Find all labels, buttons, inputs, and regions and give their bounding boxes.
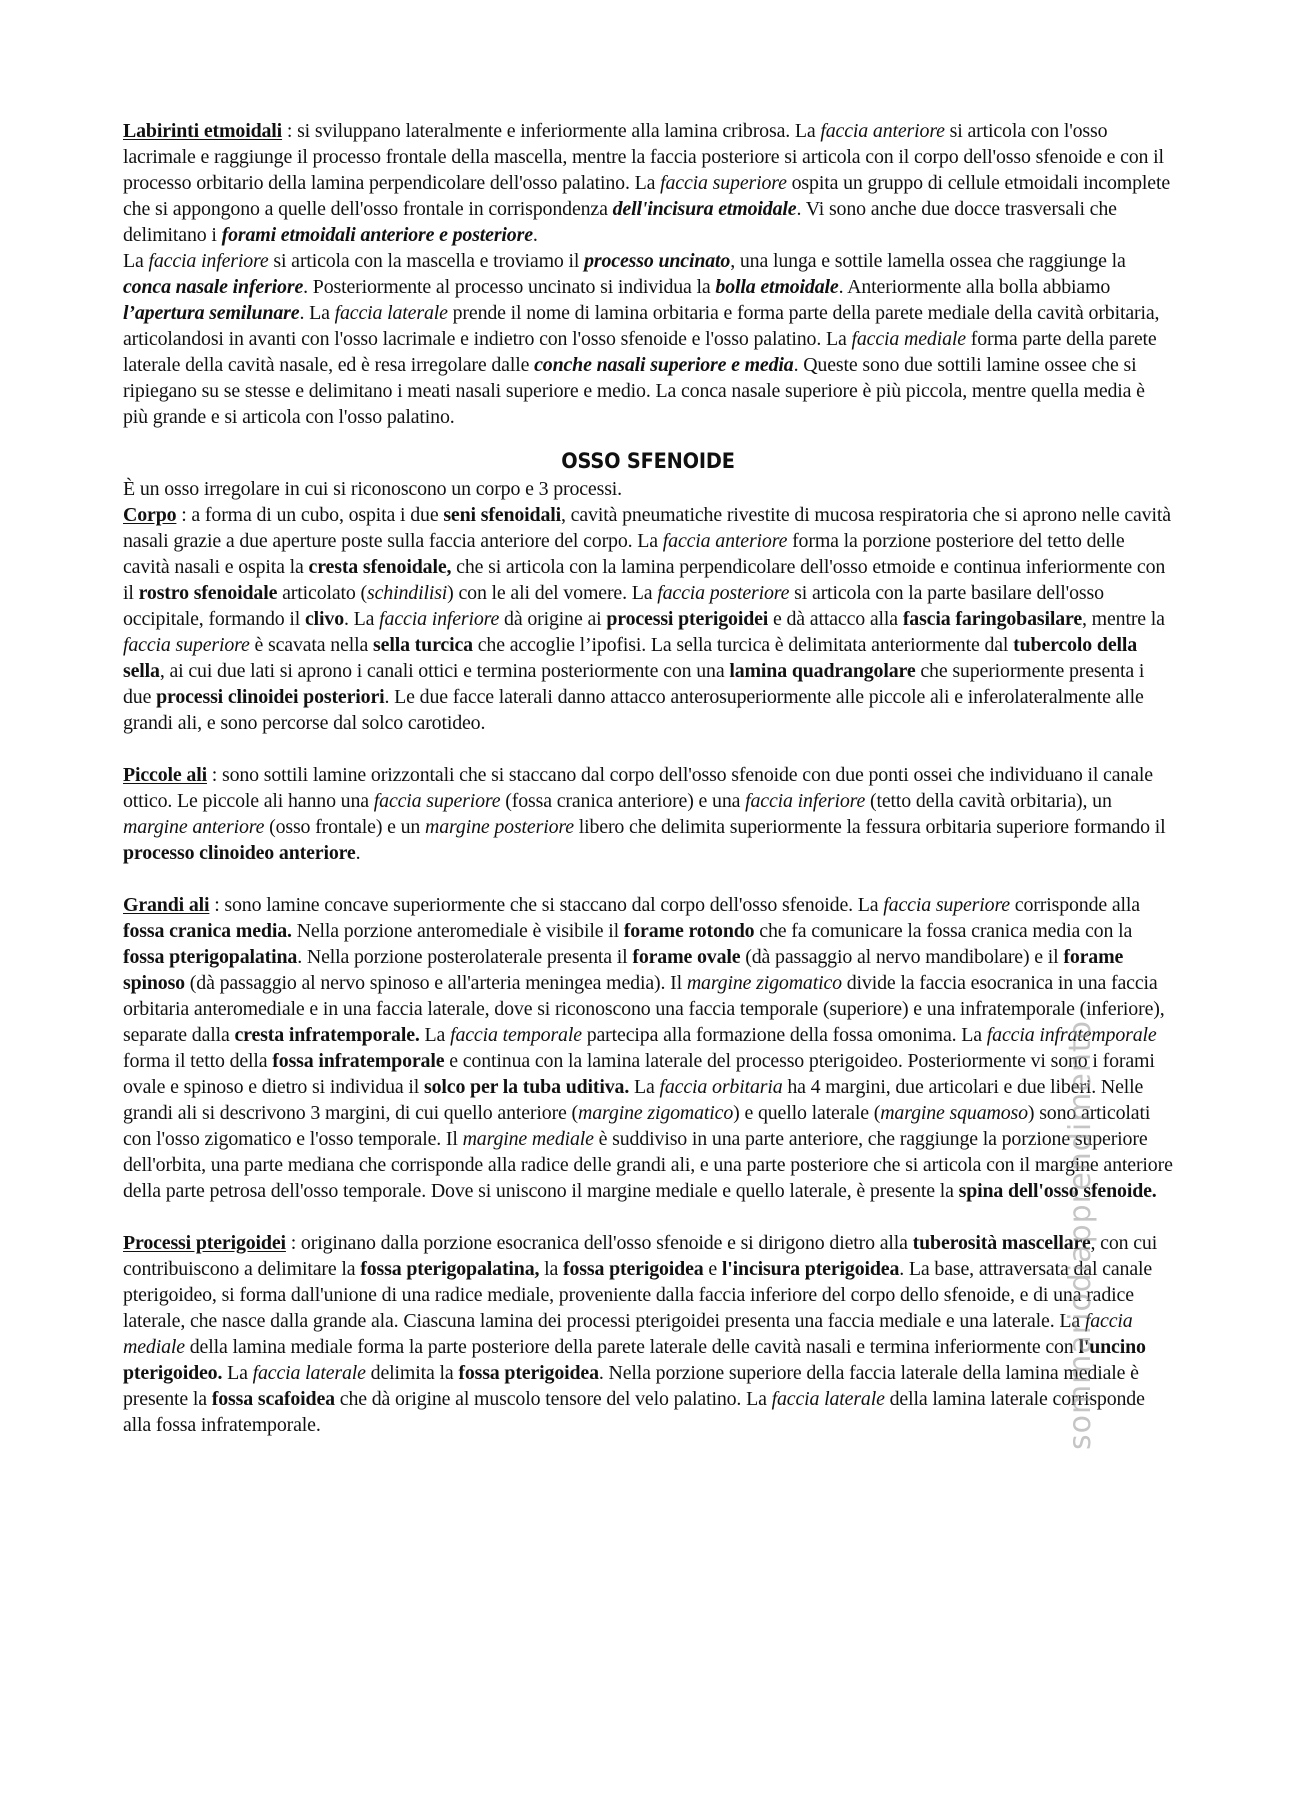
text-run: libero che delimita superiormente la fessura orbitaria superiore formando il — [573, 816, 1166, 838]
italic-term: margine zigomatico — [578, 1102, 734, 1124]
text-run: ) sono articolati con l'osso zigomatico e l'osso temporale. Il — [123, 1102, 1151, 1150]
bold-term: fossa infratemporale — [272, 1050, 445, 1072]
text-run: prende il nome di lamina orbitaria e forma parte della parete mediale della cavità orbitaria, articolandosi in avanti con l'osso lacrimale e indietro con l'osso sfenoide e l'osso palatino. La — [123, 302, 1160, 350]
italic-term: faccia superiore — [660, 172, 787, 194]
text-run: . Anteriormente alla bolla abbiamo — [838, 276, 1111, 298]
text-run: e continua con la lamina laterale del processo pterigoideo. Posteriormente vi sono i forami ovale e spinoso e dietro si individua il — [123, 1050, 1155, 1098]
bold-term: tubercolo della sella — [123, 634, 1138, 682]
text-run: , cavità pneumatiche rivestite di mucosa respiratoria che si aprono nelle cavità nasali grazie a due aperture poste sulla faccia anteriore del corpo. La — [123, 504, 1171, 552]
italic-term: faccia laterale — [771, 1388, 885, 1410]
bold-italic-term: conca nasale inferiore — [123, 276, 304, 298]
text-run: . Posteriormente al processo uncinato si individua la — [303, 276, 716, 298]
term-grandi-ali: Grandi ali — [123, 894, 210, 916]
text-run: : sono lamine concave superiormente che si staccano dal corpo dell'osso sfenoide. La — [209, 894, 884, 916]
bold-term: cresta infratemporale. — [234, 1024, 420, 1046]
bold-term: fossa pterigopalatina — [123, 946, 298, 968]
bold-term: processi clinoidei posteriori — [156, 686, 385, 708]
paragraph-processi-pterigoidei — [123, 1230, 1173, 1438]
italic-term: margine squamoso — [880, 1102, 1028, 1124]
text-run: ) con le ali del vomere. La — [447, 582, 658, 604]
bold-term: lamina quadrangolare — [729, 660, 916, 682]
text-run: . La — [344, 608, 380, 630]
text-run: corrisponde alla — [1009, 894, 1140, 916]
text-run: . Nella porzione superiore della faccia laterale della lamina mediale è presente la — [123, 1362, 1139, 1410]
text-run: : sono sottili lamine orizzontali che si staccano dal corpo dell'osso sfenoide con due ponti ossei che individuano il canale ottico. Le piccole ali hanno una — [123, 764, 1153, 812]
bold-term: fossa pterigopalatina, — [360, 1258, 540, 1280]
text-run: . La — [299, 302, 335, 324]
italic-term: faccia laterale — [334, 302, 448, 324]
text-run: (tetto della cavità orbitaria), un — [865, 790, 1112, 812]
text-run: : originano dalla porzione esocranica dell'osso sfenoide e si dirigono dietro alla — [285, 1232, 913, 1254]
paragraph-corpo — [123, 502, 1173, 736]
italic-term: faccia mediale — [851, 328, 966, 350]
bold-italic-term: dell'incisura etmoidale — [612, 198, 797, 220]
italic-term: schindilisi — [367, 582, 448, 604]
text-run: è scavata nella — [249, 634, 374, 656]
italic-term: margine mediale — [462, 1128, 594, 1150]
document-page — [123, 118, 1173, 1438]
italic-term: faccia superiore — [883, 894, 1010, 916]
text-run: che superiormente presenta i due — [123, 660, 1145, 708]
text-run: (fossa cranica anteriore) e una — [500, 790, 746, 812]
term-piccole-ali: Piccole ali — [123, 764, 207, 786]
text-run: (osso frontale) e un — [264, 816, 426, 838]
text-run: , una lunga e sottile lamella ossea che raggiunge la — [730, 250, 1126, 272]
text-run: , ai cui due lati si aprono i canali ottici e termina posteriormente con una — [159, 660, 730, 682]
italic-term: faccia superiore — [373, 790, 501, 812]
text-run: ha 4 margini, due articolari e due liberi. Nelle grandi ali si descrivono 3 margini, di cui quello anteriore ( — [123, 1076, 1144, 1124]
bold-term: fossa pterigoidea — [458, 1362, 599, 1384]
bold-term: fossa cranica media. — [123, 920, 292, 942]
section-heading: OSSO SFENOIDE — [561, 449, 735, 473]
italic-term: faccia mediale — [123, 1310, 1133, 1358]
bold-term: forame spinoso — [123, 946, 1124, 994]
text-run: forma la porzione posteriore del tetto delle cavità nasali e ospita la — [123, 530, 1125, 578]
bold-italic-term: forami etmoidali anteriore e posteriore — [221, 224, 533, 246]
text-run: (dà passaggio al nervo mandibolare) e il — [740, 946, 1064, 968]
text-run: che dà origine al muscolo tensore del velo palatino. La — [334, 1388, 772, 1410]
text-run: La — [419, 1024, 451, 1046]
italic-term: faccia inferiore — [148, 250, 269, 272]
paragraph-piccole-ali — [123, 762, 1173, 866]
italic-term: faccia posteriore — [657, 582, 790, 604]
text-run: . Le due facce laterali danno attacco anterosuperiormente alle piccole ali e inferolateralmente alle grandi ali, e sono percorse dal solco carotideo. — [123, 686, 1144, 734]
bold-term: processo clinoideo anteriore — [123, 842, 356, 864]
italic-term: faccia anteriore — [820, 120, 945, 142]
term-corpo: Corpo — [123, 504, 177, 526]
text-run: che accoglie l’ipofisi. La sella turcica è delimitata anteriormente dal — [472, 634, 1014, 656]
text-run: Nella porzione anteromediale è visibile il — [291, 920, 624, 942]
bold-term: rostro sfenoidale — [138, 582, 278, 604]
bold-term: fossa pterigoidea — [563, 1258, 704, 1280]
term-processi-pterigoidei: Processi pterigoidei — [123, 1232, 286, 1254]
text-run: La — [222, 1362, 253, 1384]
italic-term: margine zigomatico — [686, 972, 842, 994]
paragraph-faccia-inferiore — [123, 248, 1173, 430]
bold-italic-term: conche nasali superiore e media — [534, 354, 794, 376]
text-run: è suddiviso in una parte anteriore, che raggiunge la porzione superiore dell'orbita, una parte mediana che corrisponde alla radice delle grandi ali, e una parte posteriore che si articola con il margine anteriore della parte petrosa dell'osso temporale. Dove si uniscono il margine mediale e quello laterale, è presente la — [123, 1128, 1173, 1202]
text-run: . Queste sono due sottili lamine ossee che si ripiegano su se stesse e delimitano i meati nasali superiore e medio. La conca nasale superiore è più piccola, mentre quella media è più grande e si articola con l'osso palatino. — [123, 354, 1145, 428]
text-run: , con cui contribuiscono a delimitare la — [123, 1232, 1158, 1280]
text-run: della lamina mediale forma la parte posteriore della parete laterale delle cavità nasali e termina inferiormente con — [184, 1336, 1079, 1358]
bold-term: fossa scafoidea — [211, 1388, 335, 1410]
italic-term: margine posteriore — [425, 816, 574, 838]
text-run: , mentre la — [1082, 608, 1165, 630]
text-run: si articola con la parte basilare dell'osso occipitale, formando il — [123, 582, 1104, 630]
paragraph-labirinti-etmoidali — [123, 118, 1173, 248]
paragraph-grandi-ali — [123, 892, 1173, 1204]
term-labirinti-etmoidali: Labirinti etmoidali — [123, 120, 283, 142]
italic-term: faccia laterale — [252, 1362, 366, 1384]
bold-italic-term: bolla etmoidale — [715, 276, 839, 298]
italic-term: faccia orbitaria — [659, 1076, 783, 1098]
text-run: forma il tetto della — [123, 1050, 273, 1072]
watermark: sommariodiapprendimento — [1063, 1020, 1098, 1451]
text-run: e dà attacco alla — [768, 608, 903, 630]
bold-term: l'uncino pterigoideo. — [123, 1336, 1146, 1384]
text-run: . La base, attraversata dal canale pterigoideo, si forma dall'unione di una radice mediale, proveniente dalla faccia inferiore del corpo dello sfenoide, e di una radice laterale, che nasce dalla grande ala. Ciascuna lamina dei processi pterigoidei presenta una faccia mediale e una laterale. La — [123, 1258, 1153, 1332]
text-run: partecipa alla formazione della fossa omonima. La — [581, 1024, 987, 1046]
text-run: dà origine ai — [499, 608, 607, 630]
italic-term: faccia infratemporale — [986, 1024, 1157, 1046]
bold-term: sella turcica — [373, 634, 473, 656]
text-run: delimita la — [365, 1362, 459, 1384]
italic-term: faccia inferiore — [379, 608, 500, 630]
bold-term: forame rotondo — [623, 920, 755, 942]
italic-term: faccia temporale — [450, 1024, 582, 1046]
text-run: e — [703, 1258, 722, 1280]
text-run: che si articola con la lamina perpendicolare dell'osso etmoide e continua inferiormente con il — [123, 556, 1166, 604]
text-run: (dà passaggio al nervo spinoso e all'arteria meningea media). Il — [184, 972, 687, 994]
text-run: . Vi sono anche due docce trasversali che delimitano i — [123, 198, 1117, 246]
text-run: la — [539, 1258, 564, 1280]
bold-term: fascia faringobasilare — [902, 608, 1083, 630]
bold-term: clivo — [304, 608, 345, 630]
text-run: La — [629, 1076, 660, 1098]
text-run: si articola con la mascella e troviamo il — [268, 250, 585, 272]
text-run: . — [532, 224, 538, 246]
text-run: divide la faccia esocranica in una faccia orbitaria anteromediale e in una faccia laterale, dove si riconoscono una faccia temporale (superiore) e una infratemporale (inferiore), separate dalla — [123, 972, 1165, 1046]
text-run: : si sviluppano lateralmente e inferiormente alla lamina cribrosa. La — [282, 120, 821, 142]
text-run: La — [123, 250, 149, 272]
bold-term: cresta sfenoidale, — [308, 556, 452, 578]
italic-term: faccia anteriore — [662, 530, 788, 552]
text-run: . — [355, 842, 361, 864]
text-run: che fa comunicare la fossa cranica media con la — [754, 920, 1133, 942]
bold-term: seni sfenoidali — [443, 504, 562, 526]
text-run: ospita un gruppo di cellule etmoidali incomplete che si appongono a quelle dell'osso frontale in corrispondenza — [123, 172, 1171, 220]
text-run: ) e quello laterale ( — [733, 1102, 881, 1124]
italic-term: faccia inferiore — [745, 790, 866, 812]
text-run: forma parte della parete laterale della cavità nasale, ed è resa irregolare dalle — [123, 328, 1157, 376]
italic-term: margine anteriore — [123, 816, 265, 838]
intro-sentence: È un osso irregolare in cui si riconoscono un corpo e 3 processi. — [123, 478, 622, 500]
text-run: : a forma di un cubo, ospita i due — [176, 504, 444, 526]
text-run: . Nella porzione posterolaterale presenta il — [297, 946, 633, 968]
bold-term: l'incisura pterigoidea — [721, 1258, 900, 1280]
text-run: articolato ( — [277, 582, 368, 604]
bold-term: processi pterigoidei — [606, 608, 769, 630]
bold-term: spina dell'osso sfenoide. — [958, 1180, 1157, 1202]
bold-italic-term: l’apertura semilunare — [123, 302, 300, 324]
bold-term: tuberosità mascellare — [912, 1232, 1091, 1254]
italic-term: faccia superiore — [123, 634, 250, 656]
bold-italic-term: processo uncinato — [584, 250, 731, 272]
bold-term: forame ovale — [632, 946, 741, 968]
text-run: della lamina laterale corrisponde alla fossa infratemporale. — [123, 1388, 1145, 1436]
text-run: si articola con l'osso lacrimale e raggiunge il processo frontale della mascella, mentre la faccia posteriore si articola con il corpo dell'osso sfenoide e con il processo orbitario della lamina perpendicolare dell'osso palatino. La — [123, 120, 1164, 194]
bold-term: solco per la tuba uditiva. — [424, 1076, 630, 1098]
